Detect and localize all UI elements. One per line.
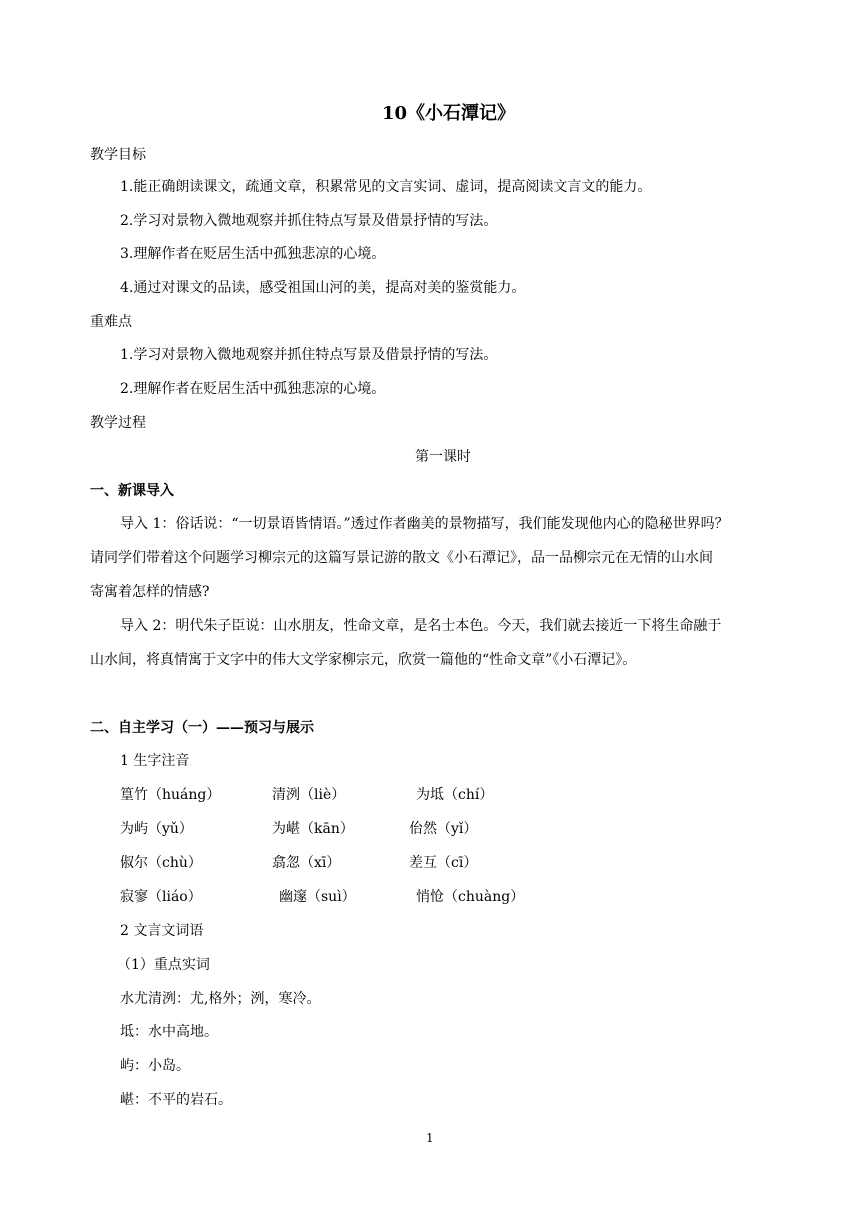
pinyin-entry: 差互（cī） (409, 855, 478, 871)
intro2-line: 山水间，将真情寓于文字中的伟大文学家柳宗元，欣赏一篇他的“性命文章”《小石潭记》。 (90, 652, 637, 668)
goal-item: 2.学习对景物入微地观察并抓住特点写景及借景抒情的写法。 (120, 213, 498, 229)
intro2-line: 导入 2：明代朱子臣说：山水朋友，性命文章，是名士本色。今天，我们就去接近一下将生命融于 (120, 618, 722, 634)
pinyin-entry: 佁然（yǐ） (409, 821, 478, 837)
process-heading: 教学过程 (90, 415, 146, 431)
part2-heading: 二、自主学习（一）——预习与展示 (90, 720, 314, 736)
key-point-item: 2.理解作者在贬居生活中孤独悲凉的心境。 (120, 381, 386, 397)
pinyin-entry: 寂寥（liáo） (120, 889, 202, 905)
vocab-heading: 2 文言文词语 (120, 923, 204, 939)
goal-item: 4.通过对课文的品读，感受祖国山河的美，提高对美的鉴赏能力。 (120, 280, 526, 296)
pinyin-entry: 为坻（chí） (416, 787, 494, 803)
pinyin-entry: 为嵁（kān） (272, 821, 354, 837)
vocab-item: 嵁：不平的岩石。 (120, 1092, 232, 1108)
part1-heading: 一、新课导入 (90, 483, 174, 499)
intro1-line: 请同学们带着这个问题学习柳宗元的这篇写景记游的散文《小石潭记》，品一品柳宗元在无情的山水间 (90, 550, 713, 566)
intro1-line: 寄寓着怎样的情感? (90, 584, 210, 600)
pinyin-entry: 篁竹（huáng） (120, 787, 221, 803)
pinyin-entry: 清洌（liè） (272, 787, 346, 803)
key-points-heading: 重难点 (90, 314, 132, 330)
pinyin-entry: 为屿（yǔ） (120, 821, 193, 837)
vocab-subheading: （1）重点实词 (117, 957, 210, 973)
pinyin-entry: 翕忽（xī） (272, 855, 341, 871)
goal-item: 3.理解作者在贬居生活中孤独悲凉的心境。 (120, 246, 386, 262)
goals-heading: 教学目标 (90, 147, 146, 163)
pinyin-entry: 悄怆（chuàng） (416, 889, 525, 905)
lesson-label: 第一课时 (415, 449, 471, 465)
key-point-item: 1.学习对景物入微地观察并抓住特点写景及借景抒情的写法。 (120, 347, 498, 363)
page-number: 1 (426, 1131, 434, 1145)
vocab-item: 水尤清洌：尤,格外；洌，寒冷。 (120, 991, 321, 1007)
vocab-item: 屿：小岛。 (120, 1058, 190, 1074)
vocab-item: 坻：水中高地。 (120, 1024, 218, 1040)
pinyin-entry: 俶尔（chù） (120, 855, 202, 871)
intro1-line: 导入 1：俗话说：“一切景语皆情语。”透过作者幽美的景物描写，我们能发现他内心的隐秘世界吗？ (120, 516, 729, 532)
pinyin-entry: 幽邃（suì） (279, 889, 356, 905)
pinyin-heading: 1 生字注音 (120, 753, 190, 769)
page-title: 10《小石潭记》 (382, 103, 516, 124)
goal-item: 1.能正确朗读课文，疏通文章，积累常见的文言实词、虚词，提高阅读文言文的能力。 (120, 179, 652, 195)
